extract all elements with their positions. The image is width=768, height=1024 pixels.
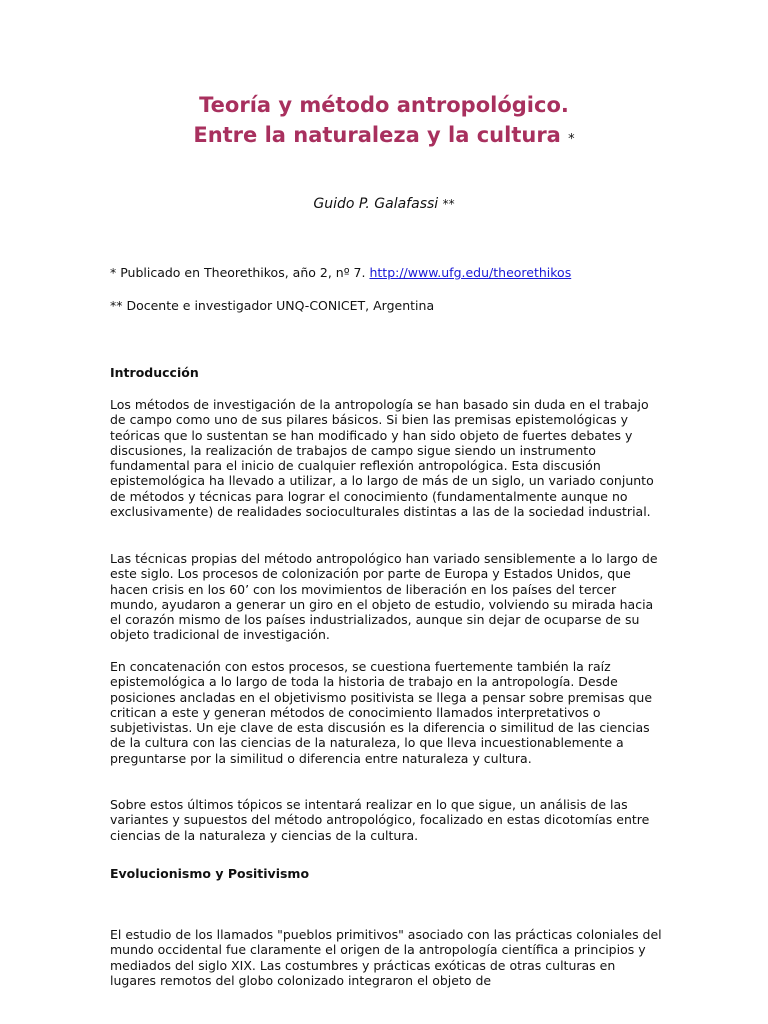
paragraph: El estudio de los llamados "pueblos primitivos" asociado con las prácticas coloniales del mundo occidental fue claramente el origen de la antropología científica a principios y mediados del siglo XIX. Las costumbres y prácticas exóticas de otras culturas en lugares remotos del globo colonizado integraron el objeto de [110, 927, 662, 988]
theorethikos-link[interactable]: http://www.ufg.edu/theorethikos [369, 265, 572, 280]
paragraph: Los métodos de investigación de la antropología se han basado sin duda en el trabajo de campo como uno de sus pilares básicos. Si bien las premisas epistemológicas y teóricas que lo sustentan se han modificado y han sido objeto de fuertes debates y discusiones, la realización de trabajos de campo sigue siendo un instrumento fundamental para el inicio de cualquier reflexión antropológica. Esta discusión epistemológica ha llevado a utilizar, a lo largo de más de un siglo, un variado conjunto de métodos y técnicas para lograr el conocimiento (fundamentalmente aunque no exclusivamente) de realidades socioculturales distintas a las de la sociedad industrial. [110, 397, 654, 520]
author-line [0, 196, 768, 212]
title-line-1: Teoría y método antropológico. [199, 93, 569, 117]
footnote-affiliation: ** Docente e investigador UNQ-CONICET, Argentina [110, 298, 435, 313]
author-name: Guido P. Galafassi [313, 196, 439, 212]
section-heading-evolucionismo: Evolucionismo y Positivismo [110, 866, 310, 881]
document-title [0, 90, 768, 155]
author-footnote-marker: ** [442, 197, 455, 211]
footnote-publication-text: * Publicado en Theorethikos, año 2, nº 7. [110, 265, 370, 280]
footnote-publication [110, 265, 571, 280]
section-heading-introduccion: Introducción [110, 365, 199, 380]
paragraph: Las técnicas propias del método antropológico han variado sensiblemente a lo largo de este siglo. Los procesos de colonización por parte de Europa y Estados Unidos, que hacen crisis en los 60’ con los movimientos de liberación en los países del tercer mundo, ayudaron a generar un giro en el objeto de estudio, volviendo su mirada hacia el corazón mismo de los países industrializados, aunque sin dejar de ocuparse de su objeto tradicional de investigación. [110, 551, 658, 643]
title-line-2-text: Entre la naturaleza y la cultura [193, 123, 561, 147]
title-footnote-marker: * [568, 132, 575, 147]
paragraph: Sobre estos últimos tópicos se intentará realizar en lo que sigue, un análisis de las variantes y supuestos del método antropológico, focalizado en estas dicotomías entre ciencias de la naturaleza y ciencias de la cultura. [110, 797, 650, 843]
paragraph: En concatenación con estos procesos, se cuestiona fuertemente también la raíz epistemológica a lo largo de toda la historia de trabajo en la antropología. Desde posiciones ancladas en el objetivismo positivista se llega a pensar sobre premisas que critican a este y generan métodos de conocimiento llamados interpretativos o subjetivistas. Un eje clave de esta discusión es la diferencia o similitud de las ciencias de la cultura con las ciencias de la naturaleza, lo que lleva incuestionablemente a preguntarse por la similitud o diferencia entre naturaleza y cultura. [110, 659, 653, 766]
title-line-2 [0, 120, 768, 155]
